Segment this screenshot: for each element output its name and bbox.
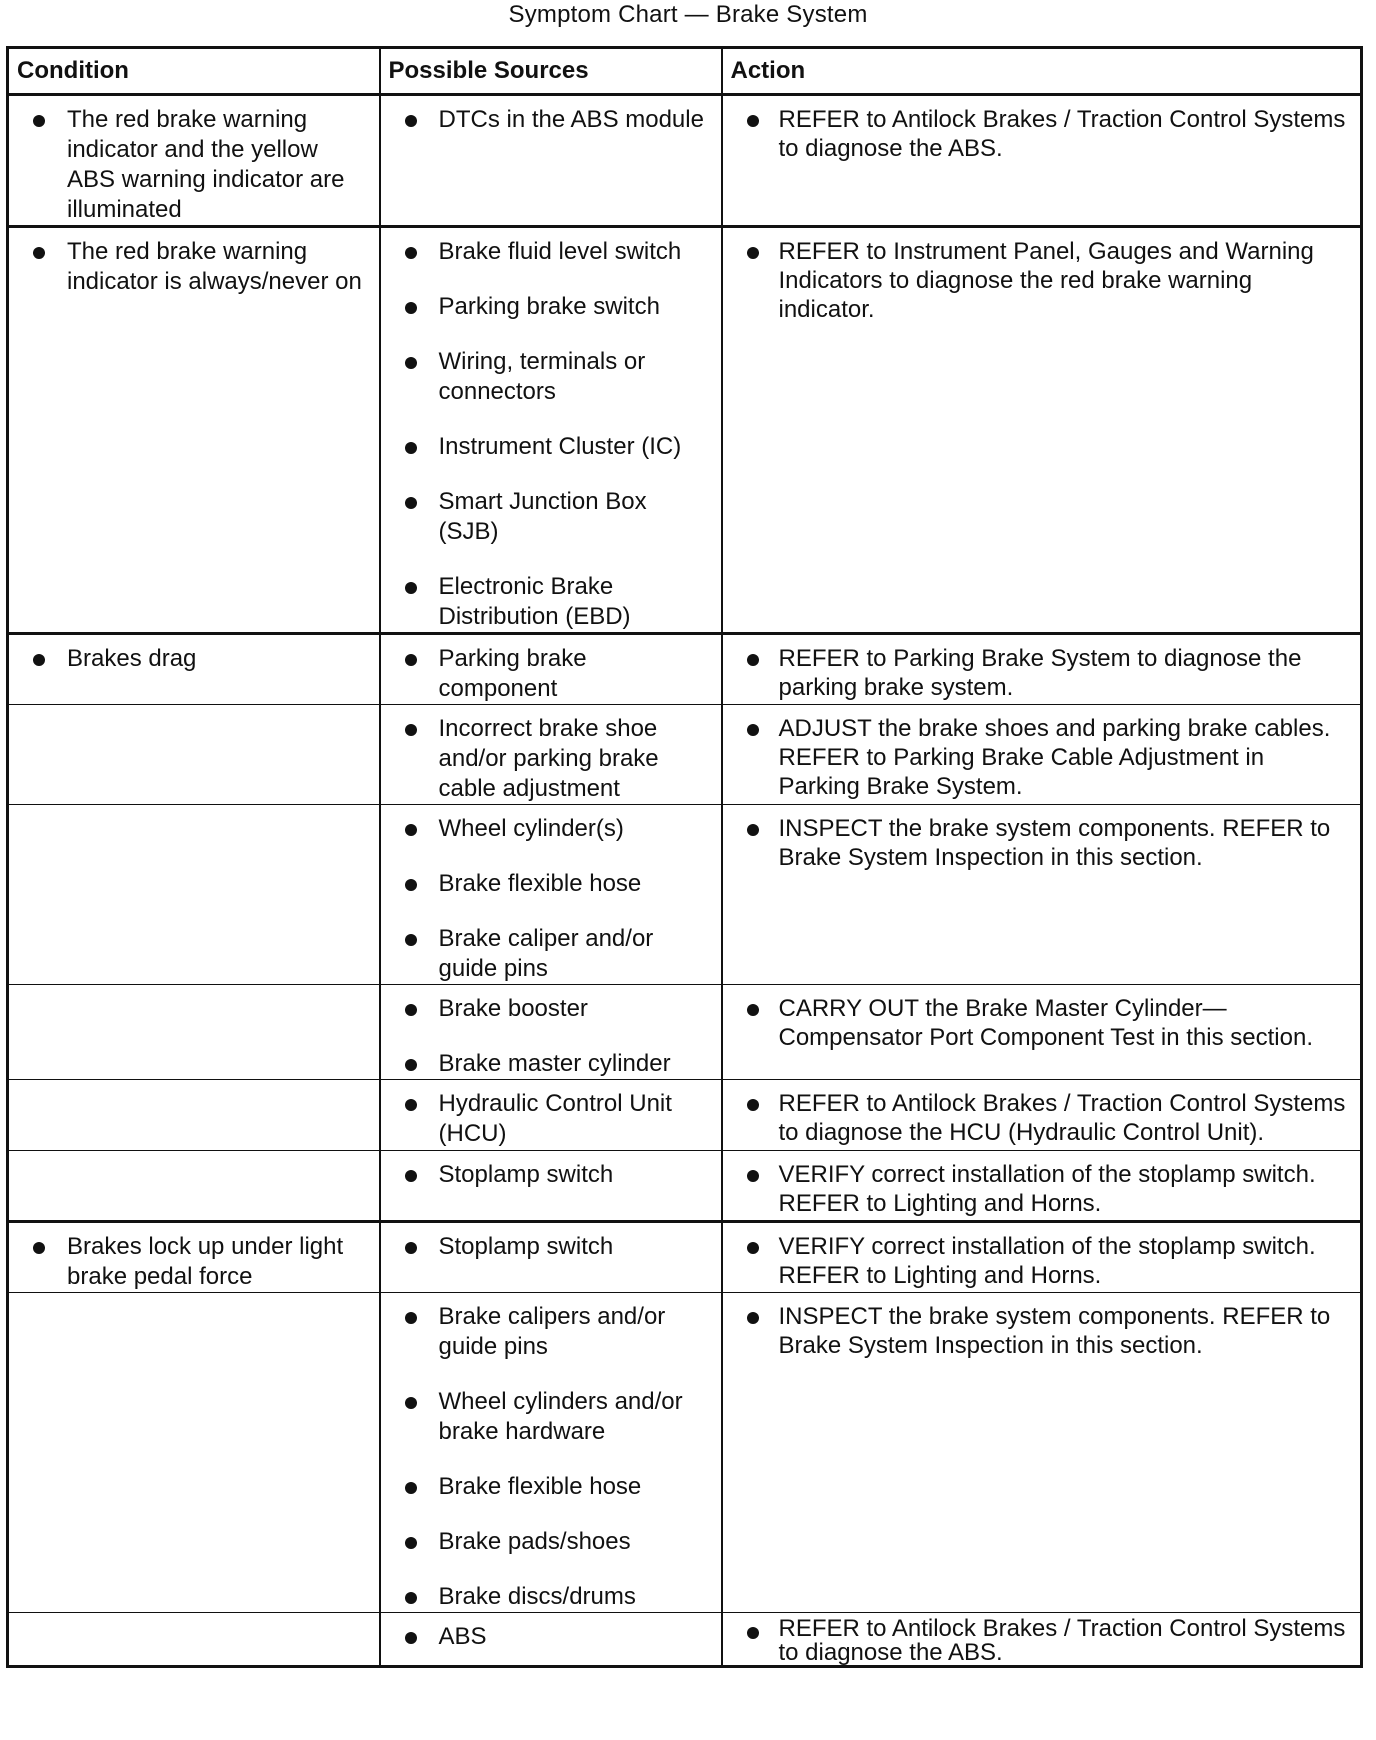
- table-row: [8, 227, 1362, 634]
- action-cell: [722, 1613, 1362, 1667]
- source-item: Instrument Cluster (IC): [403, 432, 711, 462]
- action-text: VERIFY correct installation of the stoplamp switch. REFER to Lighting and Horns.: [745, 1160, 1351, 1218]
- action-cell: [722, 227, 1362, 634]
- source-item: Hydraulic Control Unit (HCU): [403, 1089, 711, 1149]
- action-cell: [722, 1151, 1362, 1222]
- header-condition: Condition: [8, 48, 380, 95]
- table-row: [8, 985, 1362, 1080]
- action-text: ADJUST the brake shoes and parking brake cables. REFER to Parking Brake Cable Adjustment in Parking Brake System.: [745, 714, 1351, 801]
- table-row: [8, 1293, 1362, 1613]
- possible-sources-cell: [380, 227, 722, 634]
- action-cell: [722, 705, 1362, 805]
- possible-sources-cell: [380, 95, 722, 227]
- condition-cell: [8, 1222, 380, 1293]
- condition-cell: [8, 985, 380, 1080]
- condition-cell: [8, 634, 380, 705]
- action-cell: [722, 805, 1362, 985]
- condition-cell: [8, 1613, 380, 1667]
- action-text: REFER to Parking Brake System to diagnose the parking brake system.: [745, 644, 1351, 702]
- condition-cell: [8, 227, 380, 634]
- possible-sources-cell: [380, 1293, 722, 1613]
- possible-sources-cell: [380, 805, 722, 985]
- source-item: Brake pads/shoes: [403, 1527, 711, 1557]
- source-item: Wheel cylinder(s): [403, 814, 711, 844]
- condition-cell: [8, 705, 380, 805]
- source-item: Wiring, terminals or connectors: [403, 347, 711, 407]
- condition-text: The red brake warning indicator is always/never on: [31, 237, 369, 297]
- action-text: REFER to Antilock Brakes / Traction Control Systems to diagnose the ABS.: [745, 1617, 1351, 1665]
- source-item: Brake fluid level switch: [403, 237, 711, 267]
- source-item: Brake calipers and/or guide pins: [403, 1302, 711, 1362]
- symptom-chart-table: [6, 46, 1363, 1668]
- possible-sources-cell: [380, 985, 722, 1080]
- possible-sources-cell: [380, 634, 722, 705]
- source-item: Smart Junction Box (SJB): [403, 487, 711, 547]
- table-row: [8, 1613, 1362, 1667]
- condition-cell: [8, 805, 380, 985]
- table-row: [8, 1151, 1362, 1222]
- table-row: [8, 95, 1362, 227]
- table-row: [8, 1080, 1362, 1151]
- action-cell: [722, 95, 1362, 227]
- table-row: [8, 634, 1362, 705]
- table-header-row: [8, 48, 1362, 95]
- source-item: Brake flexible hose: [403, 1472, 711, 1502]
- source-item: Brake master cylinder: [403, 1049, 711, 1079]
- document-title: Symptom Chart — Brake System: [508, 1, 868, 28]
- action-cell: [722, 1080, 1362, 1151]
- source-item: Wheel cylinders and/or brake hardware: [403, 1387, 711, 1447]
- source-item: Brake flexible hose: [403, 869, 711, 899]
- condition-text: Brakes lock up under light brake pedal force: [31, 1232, 369, 1292]
- action-cell: [722, 634, 1362, 705]
- possible-sources-cell: [380, 1613, 722, 1667]
- table-row: [8, 1222, 1362, 1293]
- source-item: Brake discs/drums: [403, 1582, 711, 1612]
- action-cell: [722, 1293, 1362, 1613]
- condition-cell: [8, 1151, 380, 1222]
- action-text: REFER to Instrument Panel, Gauges and Warning Indicators to diagnose the red brake warning indicator.: [745, 237, 1351, 324]
- action-text: VERIFY correct installation of the stoplamp switch. REFER to Lighting and Horns.: [745, 1232, 1351, 1290]
- condition-cell: [8, 1080, 380, 1151]
- possible-sources-cell: [380, 1222, 722, 1293]
- source-item: ABS: [403, 1622, 711, 1652]
- condition-text: The red brake warning indicator and the yellow ABS warning indicator are illuminated: [31, 105, 369, 225]
- table-row: [8, 705, 1362, 805]
- condition-cell: [8, 1293, 380, 1613]
- source-item: Incorrect brake shoe and/or parking brake cable adjustment: [403, 714, 711, 804]
- action-text: REFER to Antilock Brakes / Traction Control Systems to diagnose the HCU (Hydraulic Control Unit).: [745, 1089, 1351, 1147]
- source-item: Stoplamp switch: [403, 1232, 711, 1262]
- action-text: REFER to Antilock Brakes / Traction Control Systems to diagnose the ABS.: [745, 105, 1351, 163]
- source-item: Electronic Brake Distribution (EBD): [403, 572, 711, 632]
- possible-sources-cell: [380, 1080, 722, 1151]
- header-action: Action: [722, 48, 1362, 95]
- action-text: INSPECT the brake system components. REFER to Brake System Inspection in this section.: [745, 1302, 1351, 1360]
- table-body: [8, 95, 1362, 1667]
- source-item: Brake caliper and/or guide pins: [403, 924, 711, 984]
- possible-sources-cell: [380, 1151, 722, 1222]
- action-cell: [722, 985, 1362, 1080]
- source-item: Parking brake component: [403, 644, 711, 704]
- source-item: Parking brake switch: [403, 292, 711, 322]
- condition-text: Brakes drag: [31, 644, 369, 674]
- source-item: Brake booster: [403, 994, 711, 1024]
- header-possible-sources: Possible Sources: [380, 48, 722, 95]
- possible-sources-cell: [380, 705, 722, 805]
- condition-cell: [8, 95, 380, 227]
- action-text: CARRY OUT the Brake Master Cylinder—Compensator Port Component Test in this section.: [745, 994, 1351, 1052]
- action-cell: [722, 1222, 1362, 1293]
- table-row: [8, 805, 1362, 985]
- source-item: Stoplamp switch: [403, 1160, 711, 1190]
- action-text: INSPECT the brake system components. REFER to Brake System Inspection in this section.: [745, 814, 1351, 872]
- source-item: DTCs in the ABS module: [403, 105, 711, 135]
